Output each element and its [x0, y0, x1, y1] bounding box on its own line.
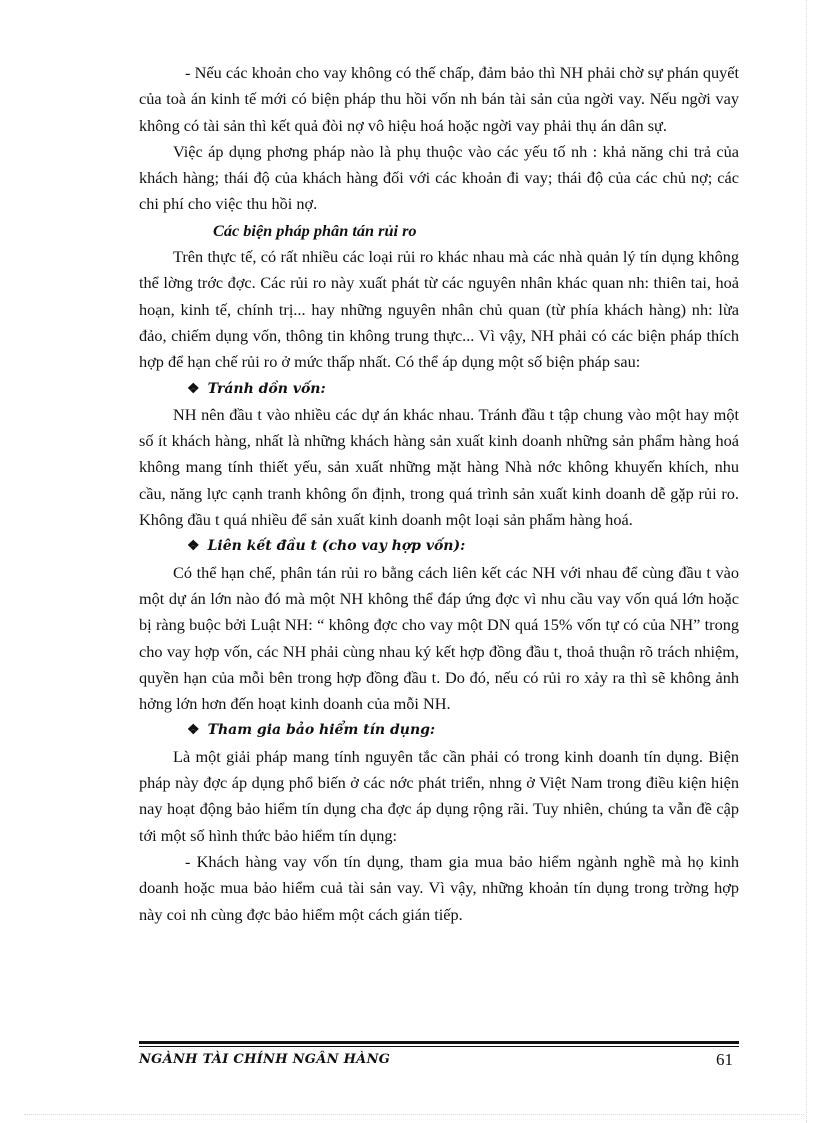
diamond-cluster-icon: ❖ [187, 380, 200, 397]
document-body [139, 60, 739, 928]
page-border-bottom [24, 1114, 804, 1115]
section-heading-risk-diversification: Các biện pháp phân tán rủi ro [213, 220, 417, 240]
bullet-credit-insurance [139, 717, 739, 743]
footer-rule-thin [139, 1046, 739, 1047]
diamond-cluster-icon: ❖ [187, 538, 200, 555]
paragraph-insurance-forms: - Khách hàng vay vốn tín dụng, tham gia mua bảo hiểm ngành nghề mà họ kinh doanh hoặc mua bảo hiểm cuả tài sản vay. Vì vậy, những khoản tín dụng trong trờng hợp này coi nh cùng đợc bảo hiểm một cách gián tiếp. [139, 851, 739, 924]
page-border-right [806, 0, 807, 1123]
paragraph-credit-insurance: Là một giải pháp mang tính nguyên tắc cần phải có trong kinh doanh tín dụng. Biện pháp này đợc áp dụng phổ biến ở các nớc phát triển, nhng ở Việt Nam trong điều kiện hiện nay hoạt động bảo hiểm tín dụng cha đợc áp dụng rộng rãi. Tuy nhiên, chúng ta vẫn đề cập tới một số hình thức bảo hiểm tín dụng: [139, 746, 739, 845]
bullet-label: Tham gia bảo hiểm tín dụng: [207, 722, 436, 739]
footer-department-label: NGÀNH TÀI CHÍNH NGÂN HÀNG [139, 1052, 391, 1067]
paragraph-risk-causes: Trên thực tế, có rất nhiều các loại rủi ro khác nhau mà các nhà quản lý tín dụng không thể lờng trớc đợc. Các rủi ro này xuất phát từ các nguyên nhân khác quan nh: thiên tai, hoả hoạn, kinh tế, chính trị... hay những nguyên nhân chủ quan (từ phía khách hàng) nh: lừa đảo, chiếm dụng vốn, thông tin không trung thực... Vì vậy, NH phải có các biện pháp thích hợp để hạn chế rủi ro ở mức thấp nhất. Có thể áp dụng một số biện pháp sau: [139, 247, 739, 372]
bullet-label: Tránh dồn vốn: [207, 380, 326, 397]
paragraph-method-factors: Việc áp dụng phơng pháp nào là phụ thuộc vào các yếu tố nh : khả năng chi trả của khách hàng; thái độ của khách hàng đối với các khoản đi vay; thái độ của các chủ nợ; các chi phí cho việc thu hồi nợ. [139, 141, 739, 214]
bullet-avoid-concentration [139, 376, 739, 402]
page-number: 61 [716, 1050, 733, 1069]
bullet-joint-investment [139, 533, 739, 559]
paragraph-court-ruling: - Nếu các khoản cho vay không có thế chấp, đảm bảo thì NH phải chờ sự phán quyết của toà án kinh tế mới có biện pháp thu hồi vốn nh bán tài sản của ngời vay. Nếu ngời vay không có tài sản thì kết quả đòi nợ vô hiệu hoá hoặc ngời vay phải thụ án dân sự. [139, 63, 739, 135]
paragraph-joint-investment: Có thể hạn chế, phân tán rủi ro bằng cách liên kết các NH với nhau để cùng đầu t vào một dự án lớn nào đó mà một NH không thể đáp ứng đợc vì nhu cầu vay vốn quá lớn hoặc bị ràng buộc bởi Luật NH: “ không đợc cho vay một DN quá 15% vốn tự có của NH” trong cho vay hợp vốn, các NH phải cùng nhau ký kết hợp đồng đầu t, thoả thuận rõ trách nhiệm, quyền hạn của mỗi bên trong hợp đồng đầu t. Do đó, nếu có rủi ro xảy ra thì sẽ không ảnh hởng lớn hơn đến hoạt kinh doanh của mỗi NH. [139, 562, 739, 714]
footer-rule-thick [139, 1041, 739, 1044]
paragraph-avoid-concentration: NH nên đầu t vào nhiều các dự án khác nhau. Tránh đầu t tập chung vào một hay một số ít khách hàng, nhất là những khách hàng sản xuất kinh doanh những sản phẩm hàng hoá không mang tính thiết yếu, sản xuất những mặt hàng Nhà nớc không khuyến khích, nhu cầu, năng lực cạnh tranh không ổn định, trong quá trình sản xuất kinh doanh dễ gặp rủi ro. Không đầu t quá nhiều để sản xuất kinh doanh một loại sản phẩm hàng hoá. [139, 404, 739, 530]
diamond-cluster-icon: ❖ [187, 722, 200, 739]
bullet-label: Liên kết đầu t (cho vay hợp vốn): [207, 538, 466, 555]
